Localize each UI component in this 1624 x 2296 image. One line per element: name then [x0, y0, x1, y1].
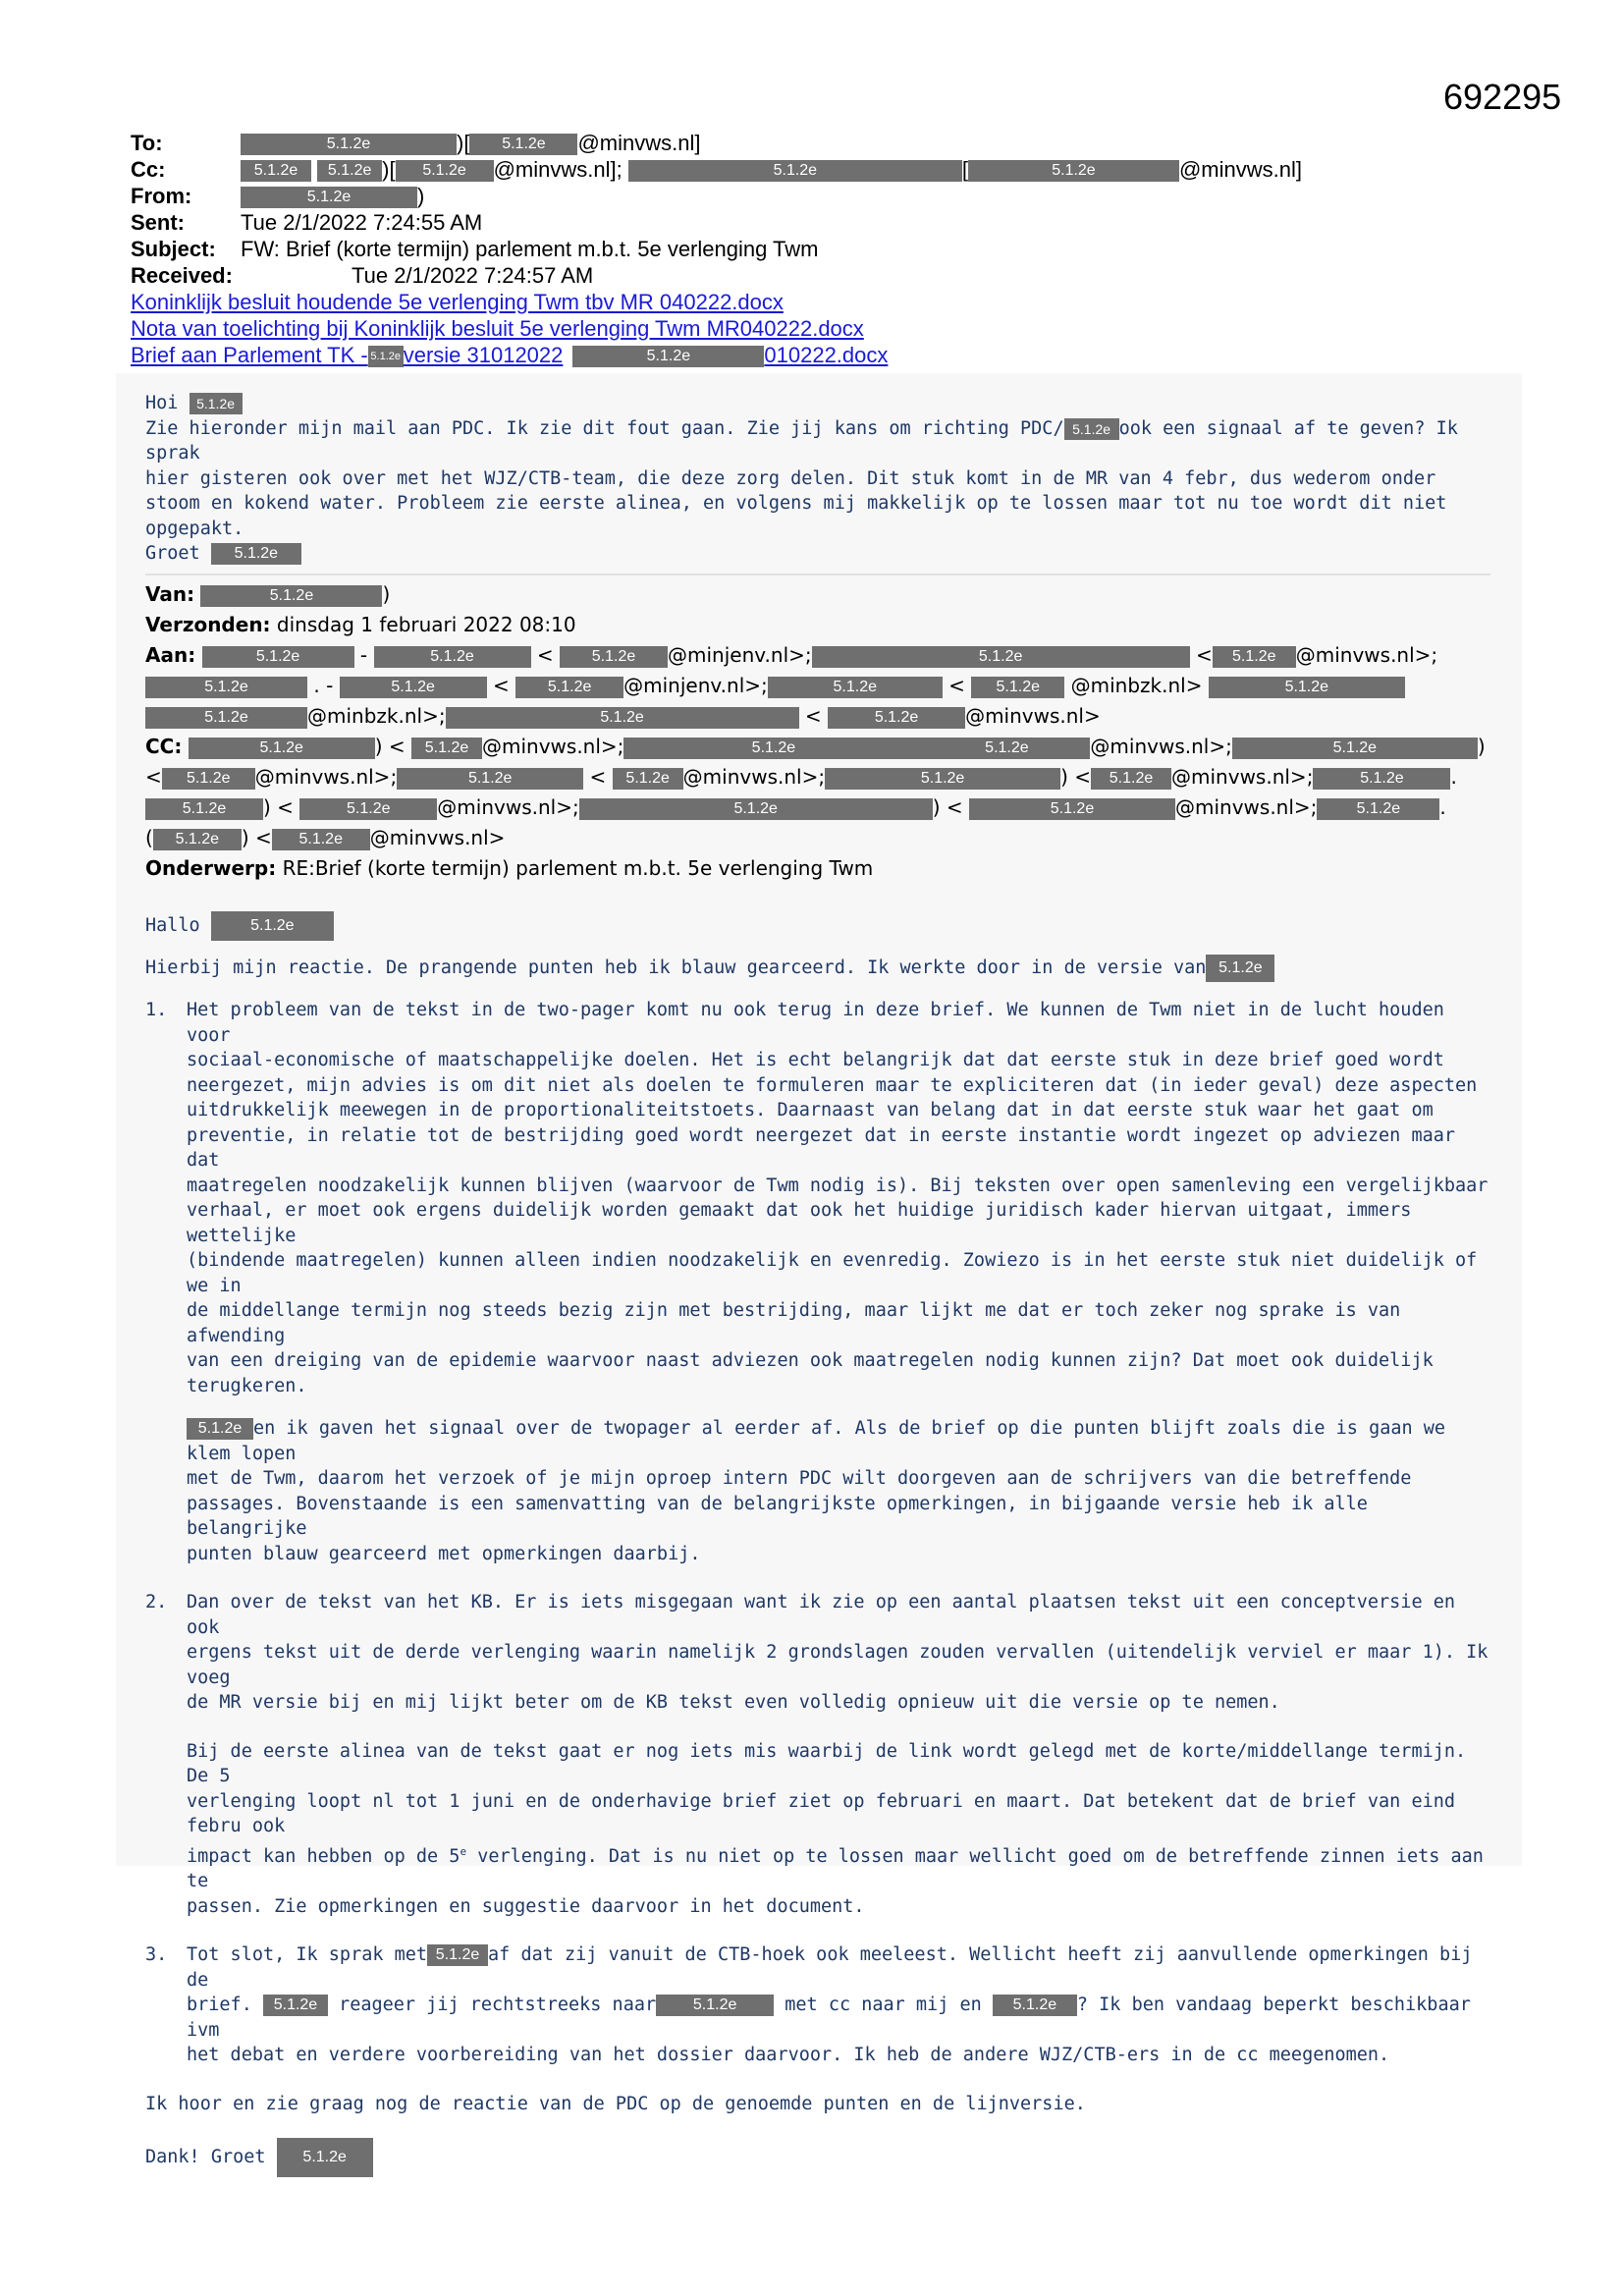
redaction: 5.1.2e	[1213, 646, 1296, 668]
redaction: 5.1.2e	[828, 707, 965, 729]
redaction: 5.1.2e	[971, 677, 1064, 698]
redaction: 5.1.2e	[200, 585, 382, 607]
subject-row	[131, 236, 1505, 262]
cc-label: Cc:	[131, 157, 166, 182]
redaction: 5.1.2e	[397, 768, 583, 790]
document-number: 692295	[1443, 77, 1562, 117]
redaction: 5.1.2e	[656, 1995, 774, 2016]
redaction: 5.1.2e	[241, 160, 311, 182]
redaction: 5.1.2e	[1232, 738, 1478, 759]
redaction: 5.1.2e	[299, 798, 437, 820]
redaction: 5.1.2e	[515, 677, 623, 698]
greeting: Hallo 5.1.2e	[145, 911, 1490, 941]
text-line: met de Twm, daarom het verzoek of je mijn oproep intern PDC wilt doorgeven aan de schrijvers van die betreffende	[187, 1468, 1412, 1489]
cc-domain-2: @minvws.nl]	[1178, 157, 1302, 182]
redaction: 5.1.2e	[211, 911, 334, 941]
point-3: 3. Tot slot, Ik sprak met 5.1.2e af dat zij vanuit de CTB-hoek ook meeleest. Wellicht heeft zij aanvullende opmerkingen bij de brief. 5.1.2e reageer jij rechtstreeks naar 5.1.2e met cc naar mij en 5.1.2e ? Ik ben vandaag beperkt beschikbaar ivm het debat en verdere voorbereiding van het dossier daarvoor. Ik heb de andere WJZ/CTB-ers in de cc meegenomen.	[145, 1944, 1473, 2066]
redaction: 5.1.2e	[623, 738, 923, 759]
subject-label: Subject:	[131, 237, 216, 261]
redaction: 5.1.2e	[579, 798, 933, 820]
point-2: 2. Dan over de tekst van het KB. Er is iets misgegaan want ik zie op een aantal plaatsen tekst uit een conceptversie en ook ergens tekst uit de derde verlenging waarin namelijk 2 grondslagen zouden vervallen (uitendelijk verviel er maar 1). Ik voeg de MR versie bij en mij lijkt beter om de KB tekst even volledig opnieuw uit die versie op te nemen. Bij de eerste alinea van de tekst gaat er nog iets mis waarbij de link wordt gelegd met de korte/middellange termijn. De 5 verlenging loopt nl tot 1 juni en de onderhavige brief ziet op februari en maart. Dat betekent dat de brief van eind febru ook impact kan hebben op de 5e verlenging. Dat is nu niet op te lossen maar wellicht goed om de betreffende zinnen iets aan te passen. Zie opmerkingen en suggestie daarvoor in het document.	[145, 1590, 1490, 1919]
message-1: Hoi 5.1.2e Zie hieronder mijn mail aan PDC. Ik zie dit fout gaan. Zie jij kans om richting PDC/ 5.1.2e ook een signaal af te geven? Ik sprak hier gisteren ook over met het WJZ/CTB-team, die deze zorg delen. Dit stuk komt in de MR van 4 febr, dus wederom onder stoom en kokend water. Probleem zie eerste alinea, en volgens mij makkelijk op te lossen maar tot nu toe wordt dit niet opgepakt. Groet 5.1.2e	[145, 391, 1490, 567]
redaction: 5.1.2e	[241, 187, 417, 208]
separator	[145, 574, 1490, 575]
point-1: 1. Het probleem van de tekst in de two-pager komt nu ook terug in deze brief. We kunnen de Twm niet in de lucht houden voor sociaal-economische of maatschappelijke doelen. Het is echt belangrijk dat dat eerste stuk in deze brief goed wordt neergezet, mijn advies is om dit niet als doelen te formuleren maar te expliciteren dat (in ieder geval) deze aspecten uitdrukkelijk meewegen in de proportionaliteitstoets. Daarnaast van belang dat in dat eerste stuk waar het gaat om preventie, in relatie tot de bestrijding goed wordt neergezet dat in eerste instantie wordt ingezet op adviezen maar dat maatregelen noodzakelijk kunnen blijven (waarvoor de Twm nodig is). Bij teksten over open samenleving een vergelijkbaar verhaal, er moet ook ergens duidelijk worden gemaakt dat ook het huidige juridisch kader hiervan uitgaat, immers wettelijke (bindende maatregelen) kunnen alleen indien noodzakelijk en evenredig. Zowiezo is in het eerste stuk niet duidelijk of we in de middellange termijn nog steeds bezig zijn met bestrijding, maar lijkt me dat er toch zeker nog sprake is van afwending van een dreiging van de epidemie waarvoor naast adviezen ook maatregelen nodig kunnen zijn? Dat moet ook duidelijk terugkeren. 5.1.2e en ik gaven het signaal over de twopager al eerder af. Als de brief op die punten blijft zoals die is gaan we klem lopen met de Twm, daarom het verzoek of je mijn oproep intern PDC wilt doorgeven aan de schrijvers van die betreffende passages. Bovenstaande is een samenvatting van de belangrijkste opmerkingen, in bijgaande versie heb ik alle belangrijke punten blauw gearceerd met opmerkingen daarbij.	[145, 998, 1490, 1566]
greeting: Hoi 5.1.2e	[145, 391, 1490, 416]
redaction: 5.1.2e	[1091, 768, 1171, 790]
redaction: 5.1.2e	[768, 677, 943, 698]
redaction: 5.1.2e	[263, 1995, 328, 2016]
text-line: Het probleem van de tekst in de two-pager komt nu ook terug in deze brief. We kunnen de Twm niet in de lucht houden voor	[187, 1000, 1444, 1046]
redaction: 5.1.2e	[241, 134, 457, 155]
text-line: sociaal-economische of maatschappelijke doelen. Het is echt belangrijk dat dat eerste stuk in deze brief goed wordt	[187, 1050, 1444, 1070]
redaction: 5.1.2e	[969, 798, 1175, 820]
text-line: Dan over de tekst van het KB. Er is iets misgegaan want ik zie op een aantal plaatsen tekst uit een conceptversie en ook	[187, 1592, 1456, 1638]
redaction: 5.1.2e	[374, 646, 531, 668]
text-line: de MR versie bij en mij lijkt beter om de KB tekst even volledig opnieuw uit die versie op te nemen.	[187, 1692, 1280, 1713]
redaction: 5.1.2e	[446, 707, 799, 729]
text-line: maatregelen noodzakelijk kunnen blijven (waarvoor de Twm nodig is). Bij teksten over open samenleving een vergelijkbaar	[187, 1175, 1489, 1196]
redaction: 5.1.2e	[396, 160, 494, 182]
text-line: uitdrukkelijk meewegen in de proportionaliteitstoets. Daarnaast van belang dat in dat eerste stuk waar het gaat om	[187, 1100, 1434, 1121]
redaction: 5.1.2e	[1064, 418, 1119, 440]
text-line: punten blauw gearceerd met opmerkingen daarbij.	[187, 1543, 701, 1564]
redaction: 5.1.2e	[1206, 955, 1274, 982]
redaction: 5.1.2e	[340, 677, 487, 698]
text-line: passages. Bovenstaande is een samenvatting van de belangrijkste opmerkingen, in bijgaande versie heb ik alle belangrijke	[187, 1493, 1368, 1539]
redaction: 5.1.2e	[923, 738, 1090, 759]
sent-label: Sent:	[131, 210, 185, 235]
redaction: 5.1.2e	[145, 677, 307, 698]
subject-value: FW: Brief (korte termijn) parlement m.b.t. 5e verlenging Twm	[241, 237, 819, 261]
cc-row: Cc: 5.1.2e 5.1.2e )[ 5.1.2e @minvws.nl]; 5.1.2e [ 5.1.2e @minvws.nl]	[131, 157, 1302, 182]
text-line: terugkeren.	[187, 1375, 307, 1396]
redaction: 5.1.2e	[613, 768, 683, 790]
closing: Dank! Groet 5.1.2e	[145, 2138, 1490, 2177]
redaction: 5.1.2e	[202, 646, 354, 668]
to-row: To: 5.1.2e )[ 5.1.2e @minvws.nl]	[131, 131, 701, 155]
received-label: Received:	[131, 263, 233, 288]
redaction: 5.1.2e	[1317, 798, 1439, 820]
text-line: Bij de eerste alinea van de tekst gaat er nog iets mis waarbij de link wordt gelegd met de korte/middellange termijn. De 5	[187, 1740, 1467, 1786]
redaction: 5.1.2e	[189, 738, 375, 759]
redaction: 5.1.2e	[1209, 677, 1405, 698]
redaction: 5.1.2e	[187, 1418, 253, 1440]
redaction: 5.1.2e	[277, 2138, 373, 2177]
from-label: From:	[131, 184, 192, 208]
closing: Groet 5.1.2e	[145, 541, 1490, 567]
to-domain: @minvws.nl]	[577, 131, 701, 155]
redaction: 5.1.2e	[162, 768, 255, 790]
redaction: 5.1.2e	[427, 1944, 488, 1966]
to-label: To:	[131, 131, 163, 155]
text-line: preventie, in relatie tot de bestrijding goed wordt neergezet dat in eerste instantie wordt ingezet op adviezen maar dat	[187, 1124, 1456, 1171]
from-row: From: 5.1.2e )	[131, 184, 425, 208]
redaction: 5.1.2e	[469, 134, 577, 155]
text-line: ergens tekst uit de derde verlenging waarin namelijk 2 grondslagen zouden vervallen (uitendelijk verviel er maar 1). Ik voeg	[187, 1642, 1489, 1688]
redaction: 5.1.2e	[560, 646, 668, 668]
redaction: 5.1.2e	[572, 346, 764, 367]
sent-value: Tue 2/1/2022 7:24:55 AM	[241, 210, 483, 235]
redaction: 5.1.2e	[211, 543, 301, 565]
redaction: 5.1.2e	[968, 160, 1179, 182]
sent-row	[131, 209, 1505, 236]
redaction: 5.1.2e	[1313, 768, 1450, 790]
attachment-link[interactable]: Koninklijk besluit houdende 5e verlenging Twm tbv MR 040222.docx	[131, 290, 784, 314]
forwarded-header: Van: 5.1.2e ) Verzonden: dinsdag 1 februari 2022 08:10 Aan: 5.1.2e - 5.1.2e < 5.1.2e @minjenv.nl>; 5.1.2e < 5.1.2e @minvws.nl>; 5.1.2e . - 5.1.2e < 5.1.2e @minjenv.nl>; 5.1.2e < 5.1.2e @minbzk.nl> 5.1.2e 5.1.2e @minbzk.nl>; 5.1.2e < 5.1.2e @minvws.nl> CC: 5.1.2e ) < 5.1.2e @minvws.nl>; 5.1.2e 5.1.2e @minvws.nl>; 5.1.2e ) < 5.1.2e @minvws.nl>; 5.1.2e < 5.1.2e @minvws.nl>; 5.1.2e ) < 5.1.2e @minvws.nl>; 5.1.2e . 5.1.2e ) < 5.1.2e @minvws.nl>; 5.1.2e ) < 5.1.2e @minvws.nl>; 5.1.2e . ( 5.1.2e ) < 5.1.2e @minvws.nl> Onderwerp: RE:Brief (korte termijn) parlement m.b.t. 5e verlenging Twm	[145, 582, 1486, 880]
text-line: de middellange termijn nog steeds bezig zijn met bestrijding, maar lijkt me dat er toch zeker nog sprake is van afwending	[187, 1300, 1401, 1346]
text-line: verhaal, er moet ook ergens duidelijk worden gemaakt dat ook het huidige juridisch kader hiervan uitgaat, immers wettelijke	[187, 1200, 1412, 1246]
redaction: 5.1.2e	[628, 160, 962, 182]
message-2: Hallo 5.1.2e Hierbij mijn reactie. De prangende punten heb ik blauw gearceerd. Ik werkte door in de versie van 5.1.2e 1. Het probleem van de tekst in de two-pager komt nu ook terug in deze brief. We kunnen de Twm niet in de lucht houden voor sociaal-economische of maatschappelijke doelen. Het is echt belangrijk dat dat eerste stuk in deze brief goed wordt neergezet, mijn advies is om dit niet als doelen te formuleren maar te expliciteren dat (in ieder geval) deze aspecten uitdrukkelijk meewegen in de proportionaliteitstoets. Daarnaast van belang dat in dat eerste stuk waar het gaat om preventie, in relatie tot de bestrijding goed wordt neergezet dat in eerste instantie wordt ingezet op adviezen maar dat maatregelen noodzakelijk kunnen blijven (waarvoor de Twm nodig is). Bij teksten over open samenleving een vergelijkbaar verhaal, er moet ook ergens duidelijk worden gemaakt dat ook het huidige juridisch kader hiervan uitgaat, immers wettelijke (bindende maatregelen) kunnen alleen indien noodzakelijk en evenredig. Zowiezo is in het eerste stuk niet duidelijk of we in de middellange termijn nog steeds bezig zijn met bestrijding, maar lijkt me dat er toch zeker nog sprake is van afwending van een dreiging van de epidemie waarvoor naast adviezen ook maatregelen nodig kunnen zijn? Dat moet ook duidelijk terugkeren. 5.1.2e en ik gaven het signaal over de twopager al eerder af. Als de brief op die punten blijft zoals die is gaan we klem lopen met de Twm, daarom het verzoek of je mijn oproep intern PDC wilt doorgeven aan de schrijvers van die betreffende passages. Bovenstaande is een samenvatting van de belangrijkste opmerkingen, in bijgaande versie heb ik alle belangrijke punten blauw gearceerd met opmerkingen daarbij. 2. Dan over de tekst van het KB. Er is iets misgegaan want ik zie op een aantal plaatsen tekst uit een conceptversie en ook ergens tekst uit de derde verlenging waarin namelijk 2 grondslagen zouden vervallen (uitendelijk verviel er maar 1). Ik voeg de MR versie bij en mij lijkt beter om de KB tekst even volledig opnieuw uit die versie op te nemen. Bij de eerste alinea van de tekst gaat er nog iets mis waarbij de link wordt gelegd met de korte/middellange termijn. De 5 verlenging loopt nl tot 1 juni en de onderhavige brief ziet op februari en maart. Dat betekent dat de brief van eind febru ook impact kan hebben op de 5e verlenging. Dat is nu niet op te lossen maar wellicht goed om de betreffende zinnen iets aan te passen. Zie opmerkingen en suggestie daarvoor in het document. 3. Tot slot, Ik sprak met 5.1.2e af dat zij vanuit de CTB-hoek ook meeleest. Wellicht heeft zij aanvullende opmerkingen bij de brief. 5.1.2e reageer jij rechtstreeks naar 5.1.2e met cc naar mij en 5.1.2e ? Ik ben vandaag beperkt beschikbaar ivm het debat en verdere voorbereiding van het dossier daarvoor. Ik heb de andere WJZ/CTB-ers in de cc meegenomen. Ik hoor en zie graag nog de reactie van de PDC op de genoemde punten en de lijnversie. Dank! Groet 5.1.2e	[145, 911, 1490, 2177]
redaction: 5.1.2e	[812, 646, 1190, 668]
redaction: 5.1.2e	[145, 707, 307, 729]
redaction: 5.1.2e	[411, 738, 482, 759]
received-row	[131, 262, 1505, 289]
text-line: verlenging loopt nl tot 1 juni en de onderhavige brief ziet op februari en maart. Dat betekent dat de brief van eind febru ook	[187, 1790, 1456, 1836]
redaction: 5.1.2e	[825, 768, 1060, 790]
redaction: 5.1.2e	[153, 829, 242, 850]
redaction: 5.1.2e	[993, 1995, 1077, 2016]
text-line: van een dreiging van de epidemie waarvoor naast adviezen ook maatregelen nodig kunnen zijn? Dat moet ook duidelijk	[187, 1350, 1434, 1371]
redaction: 5.1.2e	[368, 346, 404, 367]
received-value: Tue 2/1/2022 7:24:57 AM	[352, 263, 594, 288]
redaction: 5.1.2e	[189, 393, 243, 414]
text-line: neergezet, mijn advies is om dit niet als doelen te formuleren maar te expliciteren dat (in ieder geval) deze aspecten	[187, 1074, 1478, 1096]
redaction: 5.1.2e	[272, 829, 370, 850]
redaction: 5.1.2e	[317, 160, 382, 182]
email-header	[131, 130, 1505, 368]
text-line: (bindende maatregelen) kunnen alleen indien noodzakelijk en evenredig. Zowiezo is in het eerste stuk niet duidelijk of we in	[187, 1250, 1478, 1296]
attachment-link[interactable]: Brief aan Parlement TK - 5.1.2e versie 31012022 5.1.2e 010222.docx	[131, 343, 889, 367]
redaction: 5.1.2e	[145, 798, 263, 820]
attachment-link[interactable]: Nota van toelichting bij Koninklijk besluit 5e verlenging Twm MR040222.docx	[131, 316, 864, 341]
cc-domain-1: @minvws.nl];	[493, 157, 623, 182]
